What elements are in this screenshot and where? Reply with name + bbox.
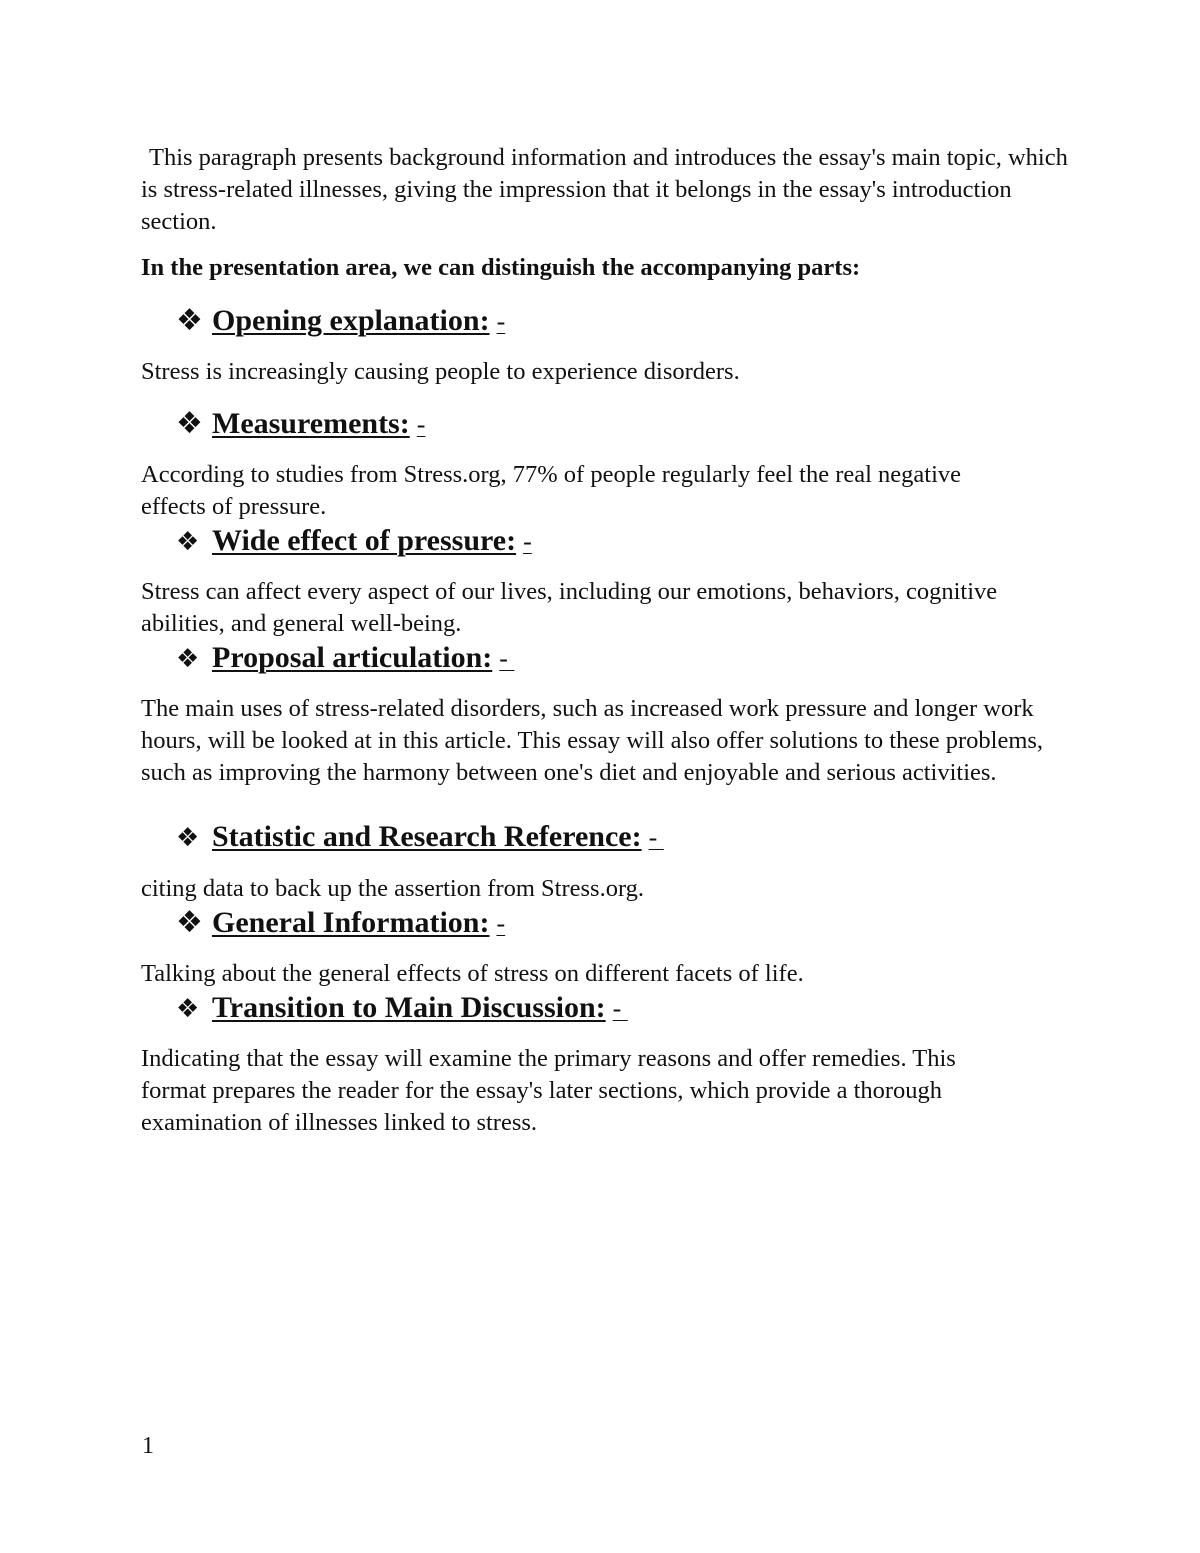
diamond-bullet-icon: ❖ (176, 303, 203, 338)
section-title: Proposal articulation: (212, 641, 493, 674)
section-heading-statistic-reference (176, 819, 1076, 856)
section-dash: - (648, 823, 664, 852)
section-title: Transition to Main Discussion: (212, 991, 606, 1024)
section-title: General Information: (212, 906, 490, 939)
section-title: Opening explanation: (212, 304, 490, 337)
section-body-proposal-articulation: The main uses of stress-related disorders, such as increased work pressure and longer work hours, will be looked at in this article. This essay will also offer solutions to these problems, such as improving the harmony between one's diet and enjoyable and serious activities. (141, 695, 1044, 786)
section-heading-transition (176, 990, 1076, 1027)
section-body-statistic-reference: citing data to back up the assertion from Stress.org. (141, 875, 645, 902)
page-number: 1 (142, 1433, 154, 1459)
section-body-transition: Indicating that the essay will examine the primary reasons and offer remedies. This format prepares the reader for the essay's later sections, which provide a thorough examination of illnesses linked to stress. (141, 1045, 956, 1136)
diamond-bullet-icon: ❖ (176, 527, 200, 557)
diamond-bullet-icon: ❖ (176, 994, 200, 1024)
section-dash: - (496, 307, 506, 336)
section-body-opening-explanation: Stress is increasingly causing people to experience disorders. (141, 358, 740, 385)
diamond-bullet-icon: ❖ (176, 905, 203, 940)
section-heading-general-information (176, 905, 1076, 942)
diamond-bullet-icon: ❖ (176, 644, 200, 674)
section-title: Wide effect of pressure: (212, 524, 517, 557)
section-body-general-information: Talking about the general effects of stress on different facets of life. (141, 960, 804, 987)
section-dash: - (496, 909, 506, 938)
diamond-bullet-icon: ❖ (176, 823, 200, 853)
section-heading-measurements (176, 406, 1076, 443)
intro-paragraph (141, 142, 1071, 238)
section-dash: - (499, 644, 515, 673)
section-dash: - (523, 527, 532, 556)
section-dash: - (416, 410, 426, 439)
section-title: Statistic and Research Reference: (212, 820, 642, 853)
parts-intro-line: In the presentation area, we can distinguish the accompanying parts: (141, 254, 861, 281)
section-heading-opening-explanation (176, 303, 1076, 340)
section-heading-wide-effect (176, 523, 1076, 560)
intro-text: This paragraph presents background information and introduces the essay's main topic, which is stress-related illnesses, giving the impression that it belongs in the essay's introduction section. (141, 144, 1068, 235)
section-heading-proposal-articulation (176, 640, 1076, 677)
section-dash: - (612, 994, 628, 1023)
section-body-wide-effect: Stress can affect every aspect of our lives, including our emotions, behaviors, cognitive abilities, and general well-being. (141, 578, 998, 637)
section-title: Measurements: (212, 407, 410, 440)
section-body-measurements: According to studies from Stress.org, 77% of people regularly feel the real negative effects of pressure. (141, 461, 962, 520)
diamond-bullet-icon: ❖ (176, 406, 203, 441)
